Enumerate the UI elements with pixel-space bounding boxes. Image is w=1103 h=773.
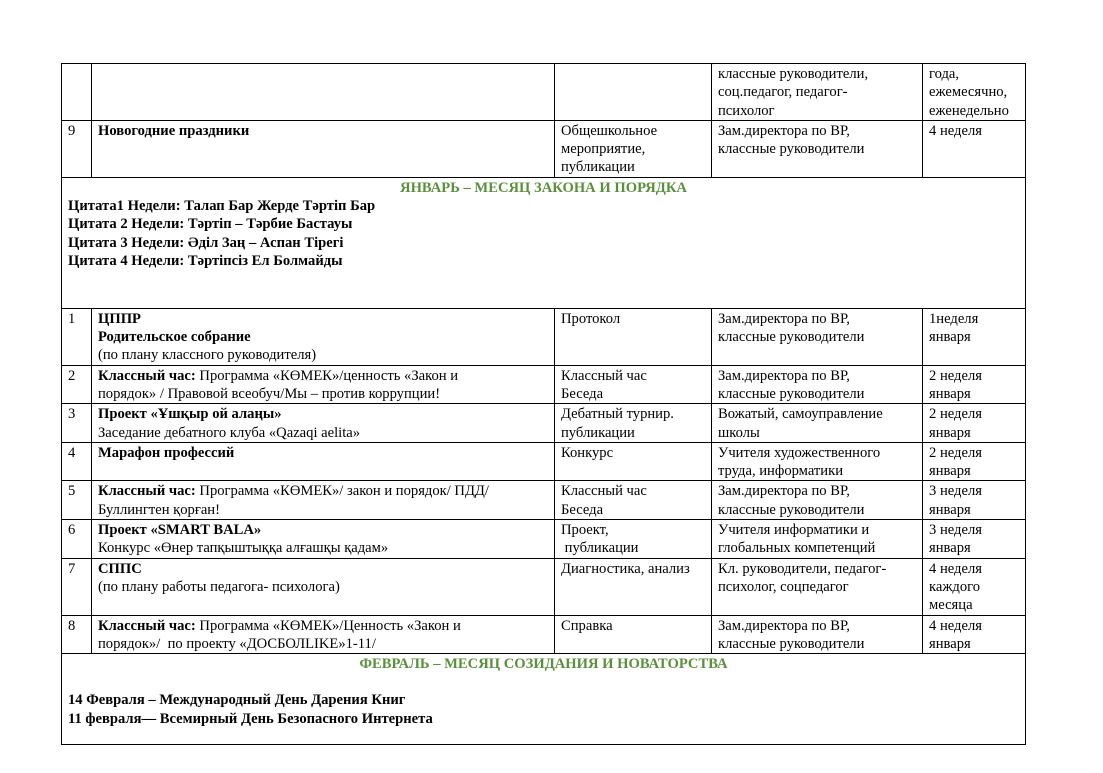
january-cell: [62, 177, 1026, 308]
time-cell: [923, 308, 1026, 365]
responsible-line: Зам.директора по ВР,: [718, 367, 850, 384]
month-heading: ЯНВАРЬ – МЕСЯЦ ЗАКОНА И ПОРЯДКА: [400, 179, 687, 196]
time-cell: [923, 481, 1026, 520]
responsible-line: классные руководители,: [718, 66, 869, 82]
type-line: Общешкольное: [561, 122, 658, 139]
type-cell: [555, 64, 712, 121]
table-row: [62, 365, 1026, 404]
event-text: Программа «КӨМЕК»/ценность «Закон и: [195, 367, 459, 384]
key-date: 14 Февраля – Международный День Дарения Книг: [68, 692, 406, 709]
time-line: января: [929, 463, 971, 480]
event-cell: [92, 520, 555, 559]
plan-table: [61, 63, 1026, 745]
type-cell: [555, 520, 712, 559]
time-cell: [923, 365, 1026, 404]
event-label: Классный час:: [98, 367, 196, 384]
time-line: месяца: [929, 597, 973, 614]
time-line: 3 неделя: [929, 483, 982, 500]
time-line: 4 неделя: [929, 617, 982, 634]
table-row: [62, 442, 1026, 481]
event-cell: [92, 558, 555, 615]
event-detail: Заседание дебатного клуба «Qazaqi aelita»: [98, 424, 361, 441]
time-cell: [923, 64, 1026, 121]
time-line: года,: [929, 66, 960, 82]
type-line: Проект,: [561, 522, 609, 539]
event-title: Проект «SMART BALA»: [98, 522, 262, 539]
event-text: Программа «КӨМЕК»/Ценность «Закон и: [195, 617, 461, 634]
week-quote: Цитата1 Недели: Талап Бар Жерде Тәртіп Бар: [68, 198, 376, 215]
type-line: публикации: [561, 424, 635, 441]
time-line: января: [929, 540, 971, 557]
time-line: января: [929, 635, 971, 652]
event-line: [98, 617, 548, 635]
time-line: 4 неделя: [929, 122, 982, 139]
time-line: 2 неделя: [929, 406, 982, 423]
time-line: 1неделя: [929, 310, 979, 327]
time-cell: [923, 404, 1026, 443]
responsible-line: психолог: [718, 102, 775, 119]
type-line: публикации: [561, 159, 635, 176]
row-number: [62, 64, 92, 121]
time-line: 3 неделя: [929, 522, 982, 539]
time-line: января: [929, 385, 971, 402]
event-detail: (по плану классного руководителя): [98, 347, 317, 364]
responsible-cell: [712, 481, 923, 520]
february-cell: [62, 654, 1026, 745]
type-line: публикации: [561, 540, 639, 557]
event-cell: [92, 120, 555, 177]
type-line: Конкурс: [561, 444, 614, 461]
spacer: [68, 673, 1019, 691]
time-cell: [923, 442, 1026, 481]
responsible-line: классные руководители: [718, 141, 865, 158]
table-row: [62, 520, 1026, 559]
type-line: Протокол: [561, 310, 621, 327]
event-text: Программа «КӨМЕК»/ закон и порядок/ ПДД/: [195, 483, 489, 500]
time-cell: [923, 615, 1026, 654]
type-line: Справка: [561, 617, 613, 634]
event-line: [98, 367, 548, 385]
event-label: Классный час:: [98, 617, 196, 634]
event-title: СППС: [98, 560, 142, 577]
type-line: Классный час: [561, 367, 647, 384]
responsible-line: школы: [718, 424, 760, 441]
time-line: еженедельно: [929, 102, 1009, 119]
responsible-cell: [712, 308, 923, 365]
responsible-line: Кл. руководители, педагог-: [718, 560, 887, 577]
responsible-cell: [712, 615, 923, 654]
event-detail: Буллингтен қорған!: [98, 501, 220, 518]
row-number: 4: [62, 442, 92, 481]
type-cell: [555, 365, 712, 404]
event-title: Марафон профессий: [98, 444, 235, 461]
time-cell: [923, 558, 1026, 615]
type-cell: [555, 120, 712, 177]
row-number: 3: [62, 404, 92, 443]
key-date: 11 февраля— Всемирный День Безопасного Интернета: [68, 710, 433, 727]
responsible-cell: [712, 365, 923, 404]
event-cell: [92, 481, 555, 520]
event-cell: [92, 64, 555, 121]
type-cell: [555, 308, 712, 365]
type-line: Дебатный турнир.: [561, 406, 674, 423]
time-line: 2 неделя: [929, 444, 982, 461]
time-line: января: [929, 501, 971, 518]
responsible-line: соц.педагог, педагог-: [718, 84, 848, 101]
type-cell: [555, 481, 712, 520]
event-cell: [92, 615, 555, 654]
responsible-line: труда, информатики: [718, 463, 844, 480]
event-title: Проект «Ұшқыр ой алаңы»: [98, 406, 282, 423]
row-number: 5: [62, 481, 92, 520]
responsible-cell: [712, 120, 923, 177]
type-line: Беседа: [561, 501, 604, 518]
table-row: [62, 120, 1026, 177]
responsible-cell: [712, 520, 923, 559]
row-number: 8: [62, 615, 92, 654]
responsible-cell: [712, 558, 923, 615]
event-label: Классный час:: [98, 483, 196, 500]
table-row: [62, 615, 1026, 654]
type-line: Беседа: [561, 385, 604, 402]
event-cell: [92, 308, 555, 365]
responsible-line: Учителя информатики и: [718, 522, 870, 539]
time-line: ежемесячно,: [929, 84, 1008, 101]
time-line: января: [929, 329, 971, 346]
row-number: 6: [62, 520, 92, 559]
row-number: 9: [62, 120, 92, 177]
event-title: ЦППР: [98, 310, 141, 327]
time-cell: [923, 120, 1026, 177]
row-number: 1: [62, 308, 92, 365]
type-cell: [555, 442, 712, 481]
row-number: 7: [62, 558, 92, 615]
responsible-line: классные руководители: [718, 385, 865, 402]
table-row: [62, 308, 1026, 365]
event-title: Родительское собрание: [98, 329, 251, 346]
time-cell: [923, 520, 1026, 559]
responsible-line: Учителя художественного: [718, 444, 881, 461]
month-section-february: [62, 654, 1026, 745]
table-row: [62, 558, 1026, 615]
event-detail: Конкурс «Өнер тапқыштыққа алғашқы қадам»: [98, 540, 389, 557]
type-cell: [555, 404, 712, 443]
type-line: мероприятие,: [561, 141, 646, 158]
type-line: Диагностика, анализ: [561, 560, 690, 577]
type-line: Классный час: [561, 483, 647, 500]
responsible-cell: [712, 442, 923, 481]
event-line: [98, 482, 548, 500]
table-row: [62, 64, 1026, 121]
type-cell: [555, 615, 712, 654]
type-cell: [555, 558, 712, 615]
time-line: каждого: [929, 578, 981, 595]
responsible-line: Зам.директора по ВР,: [718, 617, 850, 634]
table-row: [62, 481, 1026, 520]
responsible-line: психолог, соцпедагог: [718, 578, 849, 595]
time-line: 2 неделя: [929, 367, 982, 384]
month-section-january: [62, 177, 1026, 308]
event-cell: [92, 365, 555, 404]
week-quote: Цитата 3 Недели: Әділ Заң – Аспан Тірегі: [68, 234, 344, 251]
responsible-line: глобальных компетенций: [718, 540, 876, 557]
responsible-line: Зам.директора по ВР,: [718, 310, 850, 327]
responsible-line: классные руководители: [718, 329, 865, 346]
time-line: 4 неделя: [929, 560, 982, 577]
event-cell: [92, 404, 555, 443]
row-number: 2: [62, 365, 92, 404]
table-row: [62, 404, 1026, 443]
responsible-cell: [712, 404, 923, 443]
event-detail: (по плану работы педагога- психолога): [98, 578, 340, 595]
event-cell: [92, 442, 555, 481]
responsible-line: классные руководители: [718, 635, 865, 652]
time-line: января: [929, 424, 971, 441]
responsible-line: Вожатый, самоуправление: [718, 406, 883, 423]
week-quote: Цитата 4 Недели: Тәртіпсіз Ел Болмайды: [68, 252, 343, 269]
event-title: Новогодние праздники: [98, 122, 250, 139]
responsible-line: Зам.директора по ВР,: [718, 483, 850, 500]
responsible-line: Зам.директора по ВР,: [718, 122, 850, 139]
month-heading: ФЕВРАЛЬ – МЕСЯЦ СОЗИДАНИЯ И НОВАТОРСТВА: [359, 656, 728, 673]
week-quote: Цитата 2 Недели: Тәртіп – Тәрбие Бастауы: [68, 216, 353, 233]
event-detail: порядок»/ по проекту «ДОСБОЛLIKE»1-11/: [98, 635, 376, 652]
responsible-cell: [712, 64, 923, 121]
responsible-line: классные руководители: [718, 501, 865, 518]
event-detail: порядок» / Правовой всеобуч/Мы – против коррупции!: [98, 385, 441, 402]
